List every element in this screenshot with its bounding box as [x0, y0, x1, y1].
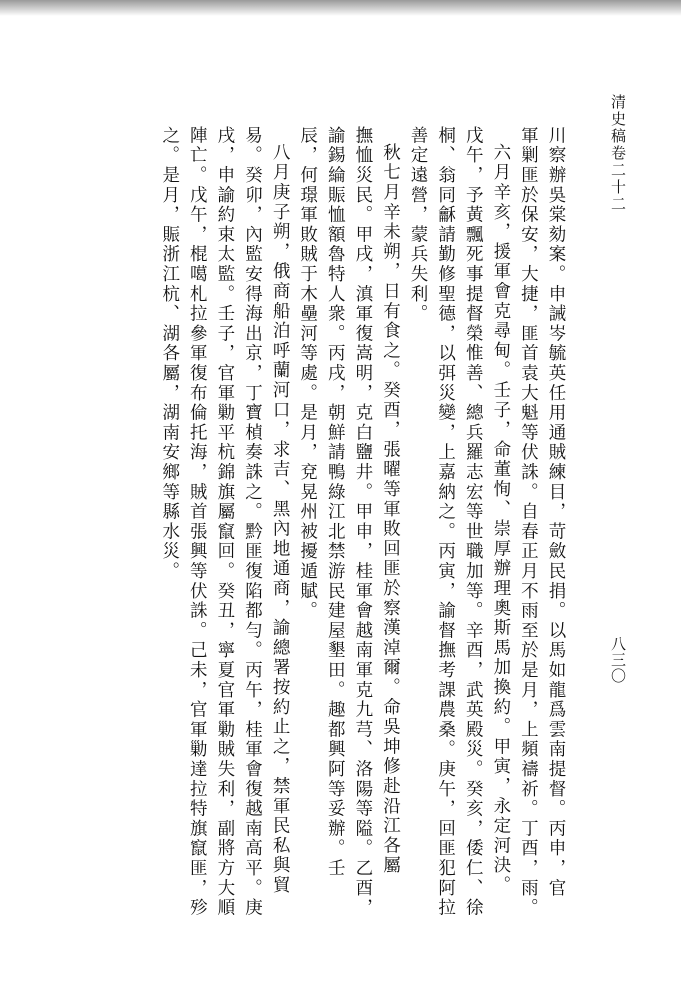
text-column-15: 之。是月，賑浙江杭、湖各屬，湖南安鄉等縣水災。: [159, 126, 180, 582]
text-column-4: 戊午，予黃飄死事提督榮惟善、總兵羅志宏等世職加等。辛酉，武英殿災。癸亥，倭仁、徐: [463, 126, 484, 918]
text-column-14: 陣亡。戊午，棍噶札拉參軍復布倫托海，賊首張興等伏誅。己未，官軍勦達拉特旗竄匪，殄: [187, 126, 208, 918]
text-column-2: 軍剿匪於保安，大捷，匪首袁大魁等伏誅。自春正月不雨至於是月，上頻禱祈。丁酉，雨。: [518, 126, 539, 918]
text-column-13: 戌，申諭約束太監。壬子，官軍勦平杭錦旗屬竄回。癸丑，寧夏官軍勦賊失利，副將方大順: [214, 126, 235, 918]
running-title: 清史稿卷二十二: [609, 94, 627, 213]
top-page-edge: [0, 0, 681, 16]
text-column-7: 秋七月辛未朔，日有食之。癸酉，張曜等軍敗回匪於察漢淖爾。命吳坤修赴沿江各屬: [380, 143, 401, 876]
text-column-3: 六月辛亥，援軍會克尋甸。壬子，命董恂、崇厚辦理奧斯馬加換約。甲寅，永定河決。: [490, 143, 511, 896]
main-text: [99, 126, 569, 946]
text-column-11: 八月庚子朔，俄商船泊呼蘭河口，求吉、黑內地通商，諭總署按約止之，禁軍民私與貿: [270, 143, 291, 896]
text-column-10: 辰，何璟軍敗賊于木壘河等處。是月，兗晃州被擾遁賦。: [297, 126, 318, 621]
text-column-6: 善定遠營，蒙兵失利。: [408, 126, 429, 324]
text-column-9: 諭錫綸賑恤額魯特人衆。丙戌，朝鮮請鴨綠江北禁游民建屋墾田。趣都興阿等妥辦。壬: [325, 126, 346, 879]
text-column-5: 桐、翁同龢請勤修聖德，以弭災變，上嘉納之。丙寅，諭督撫考課農桑。庚午，回匪犯阿拉: [435, 126, 456, 918]
page-number: 八三〇: [609, 636, 627, 684]
text-column-1: 川察辦吳棠劾案。申誡岑毓英任用通賊練目，苛斂民捐。以馬如龍爲雲南提督。丙申，官: [546, 126, 566, 899]
text-column-12: 易。癸卯，內監安得海出京，丁寶楨奏誅之。黔匪復陷都勻。丙午，桂軍會復越南高平。庚: [242, 126, 263, 918]
text-column-8: 撫恤災民。甲戌，滇軍復嵩明，克白鹽井。甲申，桂軍會越南軍克九芎、洛陽等隘。乙酉，: [352, 126, 373, 918]
